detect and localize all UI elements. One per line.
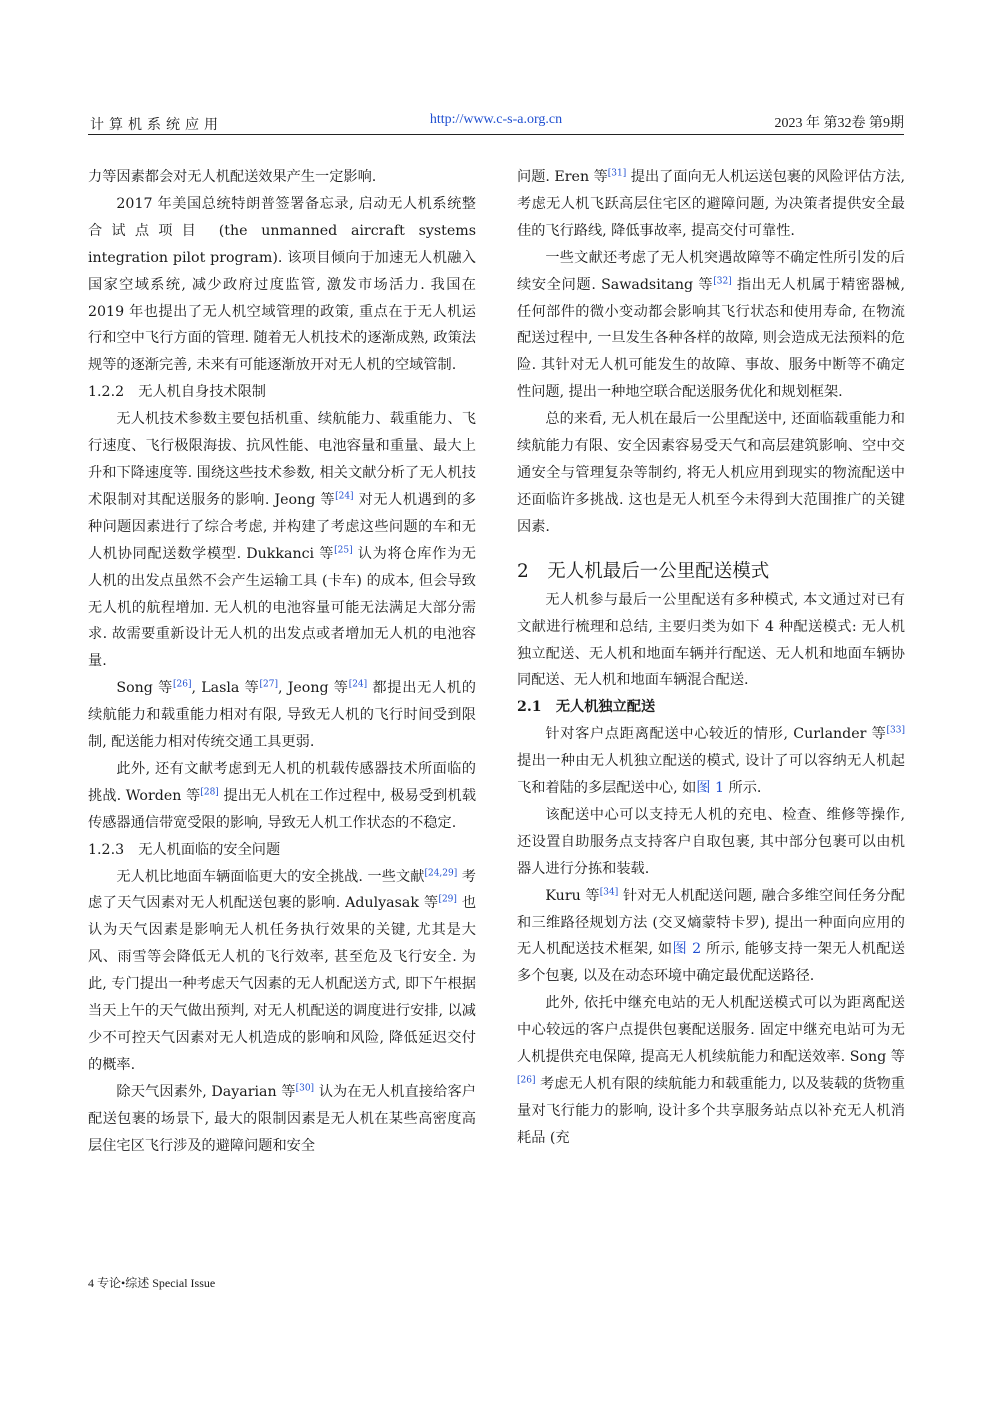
citation-link[interactable]: [24,29] [424, 867, 458, 878]
paragraph: 2017 年美国总统特朗普签署备忘录, 启动无人机系统整合试点项目 (the unmanned aircraft systems integration pilot program). 该项目倾向于加速无人机融入国家空域系统, 减少政府过度监管, 激发市场活力. 我国在 2019 年也提出了无人机空域管理的政策, 重点在于无人机运行和空中飞行方面的管理. 随着无人机技术的逐渐成熟, 政策法规等的逐渐完善, 未来有可能逐渐放开对无人机的空域管制. [88, 195, 476, 374]
section-heading-2: 2 无人机最后一公里配送模式 [517, 560, 770, 582]
citation-link[interactable]: [24] [348, 679, 368, 690]
issue-info: 2023 年 第32卷 第9期 [774, 116, 904, 131]
page-footer: 4 专论•综述 Special Issue [88, 1276, 216, 1290]
subsection-heading-1-2-3: 1.2.3 无人机面临的安全问题 [88, 841, 281, 858]
right-column [517, 164, 905, 1152]
citation-link[interactable]: [29] [438, 894, 457, 905]
citation-link[interactable]: [24] [335, 491, 354, 502]
citation-link[interactable]: [32] [713, 275, 732, 286]
citation-link[interactable]: [28] [200, 787, 219, 798]
citation-link[interactable]: [26] [173, 679, 192, 690]
subsection-heading-2-1: 2.1 无人机独立配送 [517, 699, 656, 716]
paragraph: 一些文献还考虑了无人机突遇故障等不确定性所引发的后续安全问题. Sawadsitang 等[32] 指出无人机属于精密器械, 任何部件的微小变动都会影响其飞行状态和使用寿命, 在物流配送过程中, 一旦发生各种各样的故障, 则会造成无法预料的危险. 其针对无人机可能发生的故障、事故、服务中断等不确定性问题, 提出一种地空联合配送服务优化和规划框架. [517, 249, 905, 401]
paragraph: 该配送中心可以支持无人机的充电、检查、维修等操作, 还设置自助服务点支持客户自取包裹, 其中部分包裹可以由机器人进行分拣和装载. [517, 806, 905, 877]
paragraph: 无人机比地面车辆面临更大的安全挑战. 一些文献[24,29] 考虑了天气因素对无人机配送包裹的影响. Adulyasak 等[29] 也认为天气因素是影响无人机任务执行效果的关键, 尤其是大风、雨雪等会降低无人机的飞行效率, 甚至危及飞行安全. 为此, 专门提出一种考虑天气因素的无人机配送方式, 即下午根据当天上午的天气做出预判, 对无人机配送的调度进行安排, 以减少不可控天气因素对无人机造成的影响和风险, 降低延迟交付的概率. [88, 867, 477, 1073]
journal-url-link[interactable]: http://www.c-s-a.org.cn [429, 112, 563, 127]
paragraph: 总的来看, 无人机在最后一公里配送中, 还面临载重能力和续航能力有限、安全因素容易受天气和高层建筑影响、空中交通安全与管理复杂等制约, 将无人机应用到现实的物流配送中还面临许多挑战. 这也是无人机至今未得到大范围推广的关键因素. [517, 411, 905, 535]
figure-2-link[interactable]: 图 2 [672, 941, 702, 958]
citation-link[interactable]: [31] [607, 168, 627, 179]
paragraph: 力等因素都会对无人机配送效果产生一定影响. [88, 169, 377, 185]
paragraph: 针对客户点距离配送中心较近的情形, Curlander 等[33] 提出一种由无人机独立配送的模式, 设计了可以容纳无人机起飞和着陆的多层配送中心, 如图 1 所示. [517, 725, 905, 797]
citation-link[interactable]: [26] [517, 1075, 536, 1086]
citation-link[interactable]: [33] [886, 725, 905, 736]
paragraph: Song 等[26], Lasla 等[27], Jeong 等[24] 都提出无人机的续航能力和载重能力相对有限, 导致无人机的飞行时间受到限制, 配送能力相对传统交通工具更弱. [88, 679, 476, 751]
subsection-heading-1-2-2: 1.2.2 无人机自身技术限制 [88, 384, 266, 401]
paragraph: 除天气因素外, Dayarian 等[30] 认为在无人机直接给客户配送包裹的场景下, 最大的限制因素是无人机在某些高密度高层住宅区飞行涉及的避障问题和安全 [88, 1083, 476, 1154]
paragraph: 无人机技术参数主要包括机重、续航能力、载重能力、飞行速度、飞行极限海拔、抗风性能、电池容量和重量、最大上升和下降速度等. 围绕这些技术参数, 相关文献分析了无人机技术限制对其配送服务的影响. Jeong 等[24] 对无人机遇到的多种问题因素进行了综合考虑, 并构建了考虑这些问题的车和无人机协同配送数学模型. Dukkanci 等[25] 认为将仓库作为无人机的出发点虽然不会产生运输工具 (卡车) 的成本, 但会导致无人机的航程增加. 无人机的电池容量可能无法满足大部分需求. 故需要重新设计无人机的出发点或者增加无人机的电池容量. [88, 411, 477, 670]
citation-link[interactable]: [30] [295, 1083, 315, 1094]
citation-link[interactable]: [34] [599, 886, 619, 897]
paragraph: 无人机参与最后一公里配送有多种模式, 本文通过对已有文献进行梳理和总结, 主要归类为如下 4 种配送模式: 无人机独立配送、无人机和地面车辆并行配送、无人机和地面车辆协同配送、无人机和地面车辆混合配送. [517, 591, 905, 689]
paragraph: Kuru 等[34] 针对无人机配送问题, 融合多维空间任务分配和三维路径规划方法 (交叉熵蒙特卡罗), 提出一种面向应用的无人机配送技术框架, 如图 2 所示, 能够支持一架无人机配送多个包裹, 以及在动态环境中确定最优配送路径. [517, 886, 905, 985]
paragraph: 此外, 还有文献考虑到无人机的机载传感器技术所面临的挑战. Worden 等[28] 提出无人机在工作过程中, 极易受到机载传感器通信带宽受限的影响, 导致无人机工作状态的不稳定. [88, 760, 477, 831]
journal-name: 计算机系统应用 [90, 118, 223, 133]
paragraph: 此外, 依托中继充电站的无人机配送模式可以为距离配送中心较远的客户点提供包裹配送服务. 固定中继充电站可为无人机提供充电保障, 提高无人机续航能力和配送效率. Song 等[26] 考虑无人机有限的续航能力和载重能力, 以及装载的货物重量对飞行能力的影响, 设计多个共享服务站点以补充无人机消耗品 (充 [517, 995, 905, 1146]
paragraph: 问题. Eren 等[31] 提出了面向无人机运送包裹的风险评估方法, 考虑无人机飞跃高层住宅区的避障问题, 为决策者提供安全最佳的飞行路线, 降低事故率, 提高交付可靠性. [517, 168, 905, 239]
left-column [88, 164, 476, 1160]
citation-link[interactable]: [25] [334, 544, 353, 555]
citation-link[interactable]: [27] [259, 679, 278, 690]
running-header [88, 110, 904, 136]
figure-1-link[interactable]: 图 1 [696, 780, 725, 797]
header-rule [88, 134, 904, 135]
